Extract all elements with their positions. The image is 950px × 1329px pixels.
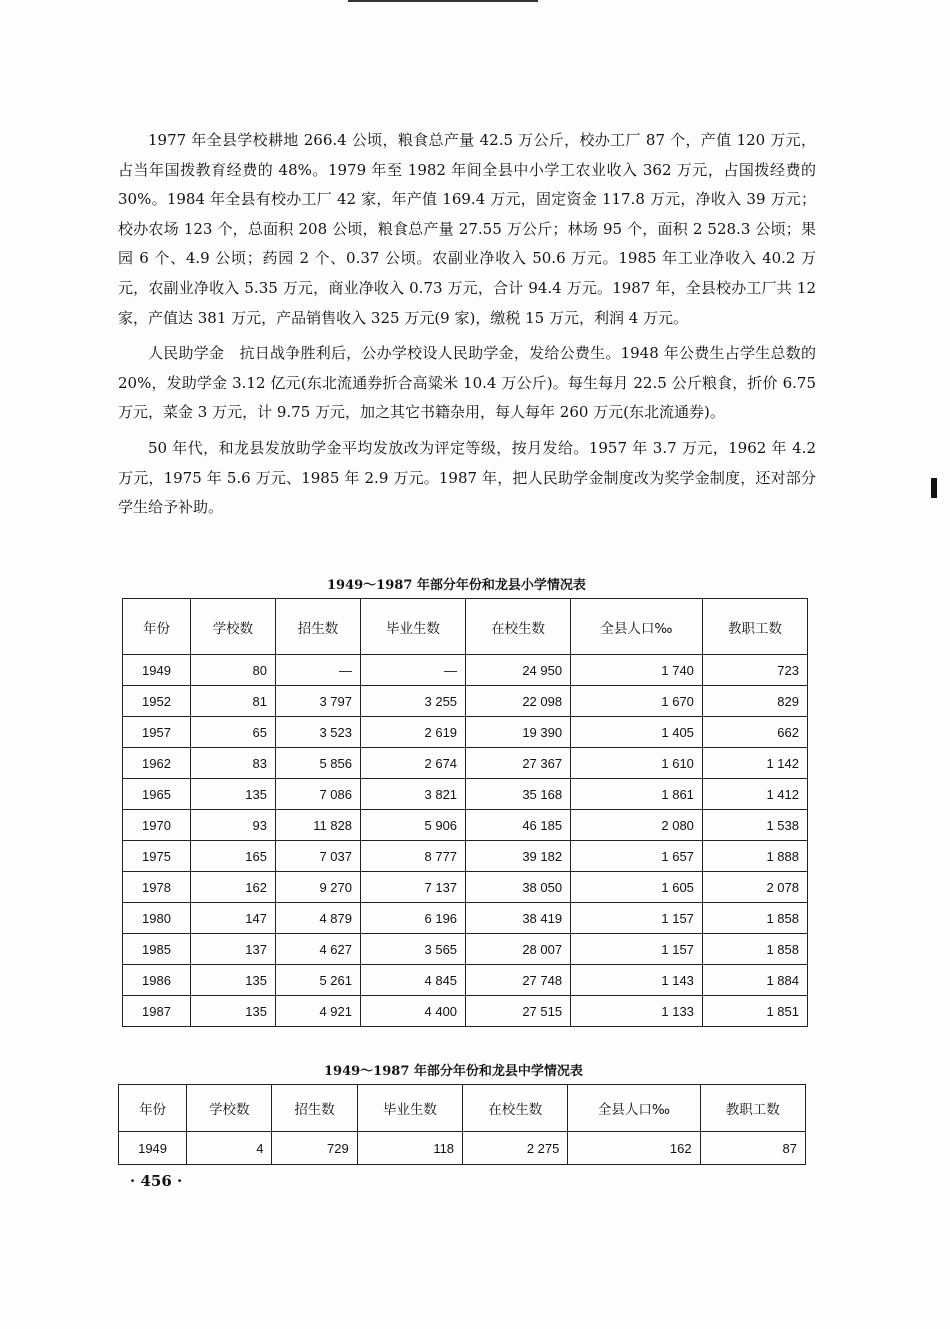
table-cell: 829 <box>702 686 807 717</box>
table-cell: 81 <box>190 686 275 717</box>
table-cell: 27 515 <box>466 996 571 1027</box>
table-cell: 2 674 <box>361 748 466 779</box>
table-cell: 162 <box>568 1132 700 1165</box>
paragraph-stipend-1950s: 50 年代，和龙县发放助学金平均发放改为评定等级，按月发给。1957 年 3.7 万元，1962 年 4.2 万元，1975 年 5.6 万元、1985 年 2.9 万元。1987 年，把人民助学金制度改为奖学金制度，还对部分学生给予补助。 <box>118 438 816 517</box>
table-cell: 147 <box>190 903 275 934</box>
table-cell: 1 884 <box>702 965 807 996</box>
page-number: · 456 · <box>130 1172 183 1190</box>
table-cell: 38 050 <box>466 872 571 903</box>
table-cell: 3 255 <box>361 686 466 717</box>
table-cell: 1 610 <box>571 748 703 779</box>
paragraph-school-enterprises: 1977 年全县学校耕地 266.4 公顷，粮食总产量 42.5 万公斤，校办工厂 87 个，产值 120 万元，占当年国拨教育经费的 48%。1979 年至 1982 年间全县中小学工农业收入 362 万元，占国拨经费的 30%。1984 年全县有校办工厂 42 家，年产值 169.4 万元，固定资金 117.8 万元，净收入 39 万元；校办农场 123 个，总面积 208 公顷，粮食总产量 27.55 万公斤；林场 95 个，面积 2 528.3 公顷；果园 6 个、4.9 公顷；药园 2 个、0.37 公顷。农副业净收入 50.6 万元。1985 年工业净收入 40.2 万元，农副业净收入 5.35 万元，商业净收入 0.73 万元，合计 94.4 万元。1987 年，全县校办工厂共 12 家，产值达 381 万元，产品销售收入 325 万元(9 家)，缴税 15 万元，利润 4 万元。 <box>118 131 816 327</box>
table-cell: 1978 <box>123 872 191 903</box>
table-cell: 7 037 <box>275 841 360 872</box>
table-row <box>123 872 808 903</box>
table-cell: 2 078 <box>702 872 807 903</box>
table-cell: 1 143 <box>571 965 703 996</box>
column-header: 年份 <box>119 1085 187 1132</box>
column-header: 年份 <box>123 599 191 655</box>
table-row <box>119 1132 806 1165</box>
table-cell: 1 412 <box>702 779 807 810</box>
table-cell: 1 851 <box>702 996 807 1027</box>
table2-caption: 1949～1987 年部分年份和龙县中学情况表 <box>324 1064 583 1079</box>
table-cell: 93 <box>190 810 275 841</box>
table-cell: 4 845 <box>361 965 466 996</box>
table1-caption: 1949～1987 年部分年份和龙县小学情况表 <box>327 578 586 593</box>
table-cell: 4 879 <box>275 903 360 934</box>
table-cell: 723 <box>702 655 807 686</box>
column-header: 招生数 <box>272 1085 357 1132</box>
table-cell: 1970 <box>123 810 191 841</box>
column-header: 教职工数 <box>700 1085 805 1132</box>
table-cell: 1 858 <box>702 934 807 965</box>
table-cell: 1957 <box>123 717 191 748</box>
table-cell: 39 182 <box>466 841 571 872</box>
primary-school-table <box>122 598 808 1027</box>
table-cell: 2 080 <box>571 810 703 841</box>
table-cell: 2 619 <box>361 717 466 748</box>
table-cell: 28 007 <box>466 934 571 965</box>
table-cell: 27 748 <box>466 965 571 996</box>
table-cell: 7 137 <box>361 872 466 903</box>
table-cell: 1 157 <box>571 934 703 965</box>
table-cell: 1965 <box>123 779 191 810</box>
table-cell: 65 <box>190 717 275 748</box>
paragraph-people-stipend: 人民助学金 抗日战争胜利后，公办学校设人民助学金，发给公费生。1948 年公费生占学生总数的 20%，发助学金 3.12 亿元(东北流通券折合高粱米 10.4 万公斤)。每生每月 22.5 公斤粮食，折价 6.75 万元，菜金 3 万元，计 9.75 万元，加之其它书籍杂用，每人每年 260 万元(东北流通券)。 <box>118 344 816 422</box>
table-cell: 6 196 <box>361 903 466 934</box>
column-header: 全县人口‰ <box>568 1085 700 1132</box>
table-row <box>123 686 808 717</box>
table-cell: 38 419 <box>466 903 571 934</box>
table-cell: 135 <box>190 965 275 996</box>
table-cell: 27 367 <box>466 748 571 779</box>
table-cell: 137 <box>190 934 275 965</box>
table-cell: 662 <box>702 717 807 748</box>
table-cell: 1980 <box>123 903 191 934</box>
table-cell: 4 627 <box>275 934 360 965</box>
table-cell: 4 400 <box>361 996 466 1027</box>
table-cell: 1 888 <box>702 841 807 872</box>
table-cell: 22 098 <box>466 686 571 717</box>
table-cell: 1952 <box>123 686 191 717</box>
table-cell: 1 605 <box>571 872 703 903</box>
middle-school-table <box>118 1084 806 1165</box>
table-cell: 3 821 <box>361 779 466 810</box>
table-cell: — <box>361 655 466 686</box>
table-cell: 1962 <box>123 748 191 779</box>
table-cell: 80 <box>190 655 275 686</box>
table-cell: 4 <box>187 1132 272 1165</box>
table-cell: 11 828 <box>275 810 360 841</box>
table-cell: 24 950 <box>466 655 571 686</box>
table-cell: 1 858 <box>702 903 807 934</box>
table-row <box>123 779 808 810</box>
table-cell: 1 157 <box>571 903 703 934</box>
table-cell: 83 <box>190 748 275 779</box>
table-cell: 1 740 <box>571 655 703 686</box>
table-row <box>123 903 808 934</box>
table-cell: 1 657 <box>571 841 703 872</box>
table-cell: 1985 <box>123 934 191 965</box>
table-row <box>123 655 808 686</box>
table-cell: 729 <box>272 1132 357 1165</box>
table-cell: 1 538 <box>702 810 807 841</box>
table-cell: 8 777 <box>361 841 466 872</box>
table-cell: 1975 <box>123 841 191 872</box>
table-cell: 87 <box>700 1132 805 1165</box>
table-cell: 9 270 <box>275 872 360 903</box>
table-cell: 1 142 <box>702 748 807 779</box>
column-header: 招生数 <box>275 599 360 655</box>
table-cell: 35 168 <box>466 779 571 810</box>
table-cell: 19 390 <box>466 717 571 748</box>
column-header: 毕业生数 <box>361 599 466 655</box>
table-row <box>123 841 808 872</box>
table-cell: 3 523 <box>275 717 360 748</box>
table-cell: 1987 <box>123 996 191 1027</box>
column-header: 在校生数 <box>466 599 571 655</box>
header-rule <box>348 0 538 2</box>
column-header: 全县人口‰ <box>571 599 703 655</box>
table-cell: 5 906 <box>361 810 466 841</box>
column-header: 学校数 <box>187 1085 272 1132</box>
table-cell: 1 405 <box>571 717 703 748</box>
table-row <box>123 748 808 779</box>
table-row <box>123 934 808 965</box>
table-row <box>123 717 808 748</box>
table-cell: 165 <box>190 841 275 872</box>
column-header: 学校数 <box>190 599 275 655</box>
table-cell: 135 <box>190 779 275 810</box>
table-cell: 1 861 <box>571 779 703 810</box>
table-row <box>123 996 808 1027</box>
table-cell: 118 <box>357 1132 462 1165</box>
table-cell: 3 797 <box>275 686 360 717</box>
table-cell: 135 <box>190 996 275 1027</box>
column-header: 毕业生数 <box>357 1085 462 1132</box>
body-text <box>118 126 816 529</box>
column-header: 教职工数 <box>702 599 807 655</box>
table-cell: 5 856 <box>275 748 360 779</box>
table-cell: 3 565 <box>361 934 466 965</box>
table-cell: 5 261 <box>275 965 360 996</box>
table-cell: 162 <box>190 872 275 903</box>
table-cell: 4 921 <box>275 996 360 1027</box>
table-cell: 1 670 <box>571 686 703 717</box>
column-header: 在校生数 <box>463 1085 568 1132</box>
table-cell: — <box>275 655 360 686</box>
table-cell: 2 275 <box>463 1132 568 1165</box>
scan-mark <box>931 478 937 498</box>
table-row <box>123 810 808 841</box>
table-cell: 46 185 <box>466 810 571 841</box>
table-cell: 1 133 <box>571 996 703 1027</box>
table-cell: 1949 <box>119 1132 187 1165</box>
table-cell: 1949 <box>123 655 191 686</box>
table-cell: 1986 <box>123 965 191 996</box>
table-cell: 7 086 <box>275 779 360 810</box>
table-row <box>123 965 808 996</box>
